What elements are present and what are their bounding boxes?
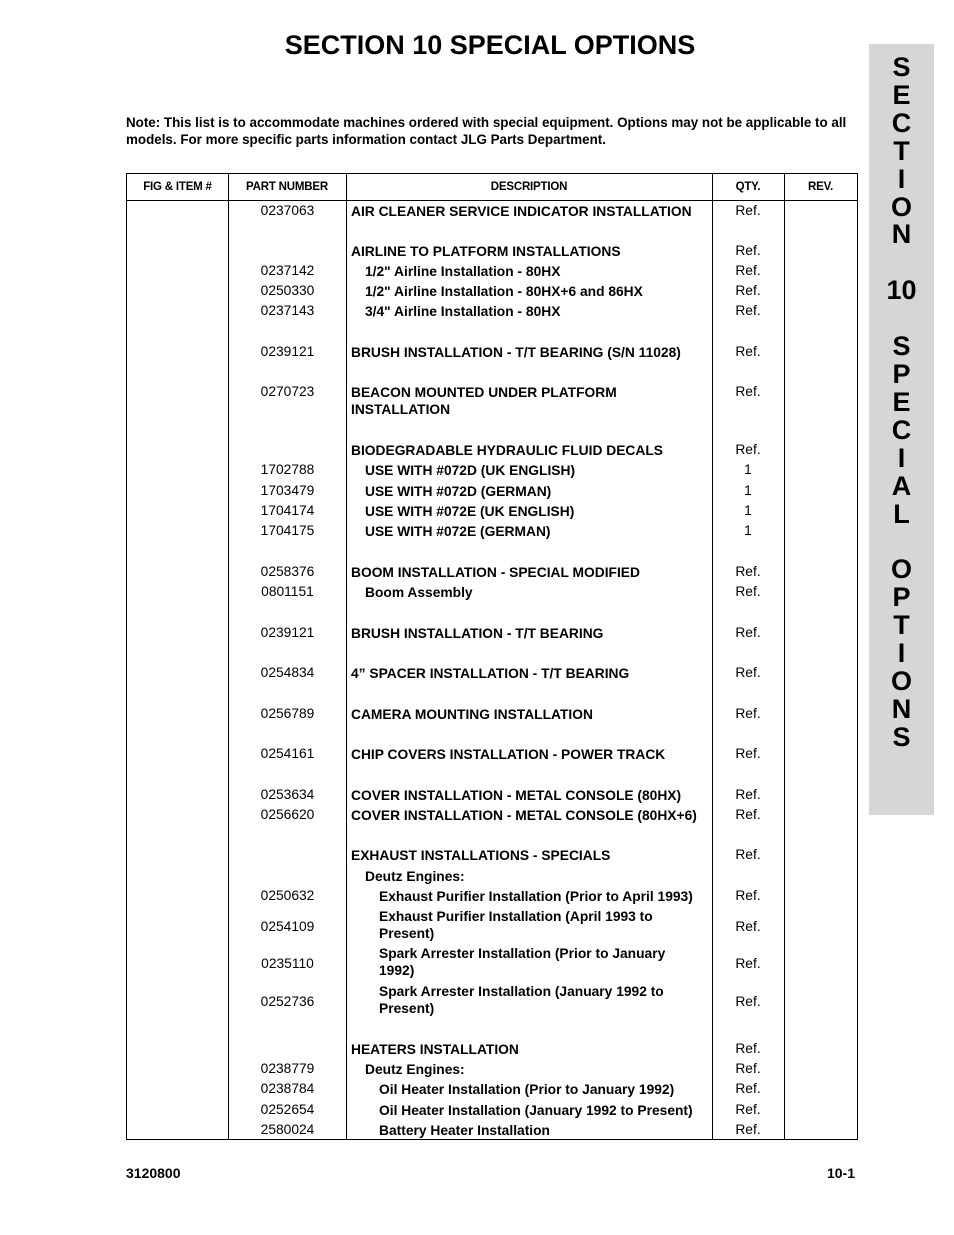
quantity-cell: Ref.: [735, 303, 761, 318]
note-text: Note: This list is to accommodate machines ordered with special equipment. Options may not be applicable to all models. For more specific parts information contact JLG Parts Department.: [126, 115, 847, 147]
description-line: USE WITH #072E (GERMAN): [365, 524, 551, 539]
quantity-cell: Ref.: [735, 787, 761, 802]
description-line: CAMERA MOUNTING INSTALLATION: [351, 707, 593, 722]
parts-table: [126, 173, 858, 1140]
quantity-cell: 1: [744, 483, 752, 498]
quantity-cell: Ref.: [735, 1061, 761, 1076]
table-row: [127, 847, 857, 865]
description-line: 1992): [379, 963, 415, 978]
quantity-cell: Ref.: [735, 203, 761, 218]
section-tab: [869, 44, 934, 815]
table-row: [127, 344, 857, 362]
tab-letter: P: [892, 358, 911, 389]
tab-letter: C: [891, 414, 912, 445]
quantity-cell: Ref.: [735, 283, 761, 298]
table-row: [127, 807, 857, 825]
description-cell: [351, 807, 711, 825]
description-cell: [351, 564, 711, 582]
table-row: [127, 564, 857, 582]
part-number-cell: 0258376: [260, 564, 315, 579]
tab-gap: [869, 528, 934, 556]
part-number-cell: 0235110: [261, 955, 314, 971]
part-number-cell: [228, 868, 347, 886]
quantity-cell: Ref.: [735, 746, 761, 761]
description-cell: [351, 483, 725, 501]
quantity-cell: Ref.: [735, 665, 761, 680]
page-title: SECTION 10 SPECIAL OPTIONS: [284, 30, 696, 60]
description-cell: [351, 344, 711, 362]
table-row: [127, 1081, 857, 1099]
quantity-cell: Ref.: [735, 442, 761, 457]
description-cell: [351, 1102, 739, 1120]
table-row: [127, 523, 857, 541]
part-number-cell: 0254161: [260, 746, 315, 761]
part-number-cell: 0250330: [260, 283, 315, 298]
description-cell: [351, 263, 725, 281]
table-row: [127, 483, 857, 501]
description-cell: [351, 462, 725, 480]
description-line: COVER INSTALLATION - METAL CONSOLE (80HX+6): [351, 808, 697, 823]
table-row: [127, 665, 857, 683]
tab-letter: N: [891, 219, 912, 250]
table-row: [127, 1061, 857, 1079]
section-tab-label: [869, 54, 934, 752]
part-number-cell: 0252654: [260, 1102, 315, 1117]
quantity-cell: Ref.: [735, 888, 761, 903]
description-line: USE WITH #072D (GERMAN): [365, 484, 552, 499]
part-number-cell: 0253634: [260, 787, 315, 802]
quantity-cell: [713, 868, 783, 886]
tab-letter: L: [893, 498, 910, 529]
description-line: Boom Assembly: [365, 585, 473, 600]
description-line: 1/2" Airline Installation - 80HX+6 and 86HX: [365, 284, 643, 299]
description-line: USE WITH #072E (UK ENGLISH): [365, 504, 575, 519]
quantity-cell: 1: [744, 503, 752, 518]
quantity-cell: Ref.: [735, 1122, 761, 1137]
quantity-cell: Ref.: [735, 1041, 761, 1056]
table-row: [127, 888, 857, 906]
table-row: [127, 243, 857, 261]
description-cell: [351, 665, 711, 683]
quantity-cell: Ref.: [735, 847, 761, 862]
quantity-cell: Ref.: [735, 1102, 761, 1117]
tab-letter: P: [892, 582, 911, 613]
description-cell: [351, 1061, 725, 1079]
tab-letter: E: [892, 386, 911, 417]
page-number: 10-1: [826, 1165, 855, 1181]
description-line: 4” SPACER INSTALLATION - T/T BEARING: [351, 666, 630, 681]
description-cell: [351, 706, 711, 724]
quantity-cell: Ref.: [735, 807, 761, 822]
table-row: [127, 283, 857, 301]
tab-gap: [869, 249, 934, 277]
description-line: Deutz Engines:: [365, 869, 465, 884]
table-row: [127, 584, 857, 602]
header-rev: REV.: [808, 181, 833, 193]
description-line: INSTALLATION: [351, 402, 451, 417]
description-line: Deutz Engines:: [365, 1062, 465, 1077]
description-cell: [351, 203, 711, 221]
quantity-cell: 1: [744, 523, 752, 538]
description-line: Oil Heater Installation (Prior to January 1992): [379, 1082, 675, 1097]
part-number-cell: 0238784: [260, 1081, 315, 1096]
table-row: [127, 303, 857, 321]
part-number-cell: 1703479: [260, 483, 315, 498]
description-line: HEATERS INSTALLATION: [351, 1042, 519, 1057]
part-number-cell: 0801151: [261, 584, 314, 599]
part-number-cell: 0254109: [260, 918, 315, 934]
quantity-cell: Ref.: [735, 1081, 761, 1096]
description-line: BOOM INSTALLATION - SPECIAL MODIFIED: [351, 565, 640, 580]
description-cell: [351, 1081, 739, 1099]
tab-letter: S: [892, 52, 911, 82]
table-row: [127, 384, 857, 420]
quantity-cell: Ref.: [735, 993, 761, 1009]
quantity-cell: Ref.: [735, 564, 761, 579]
table-row: [127, 868, 857, 886]
quantity-cell: Ref.: [735, 344, 761, 359]
description-line: 3/4" Airline Installation - 80HX: [365, 304, 561, 319]
description-cell: [351, 503, 725, 521]
description-cell: [351, 945, 739, 981]
description-line: Exhaust Purifier Installation (Prior to April 1993): [379, 889, 693, 904]
part-number-cell: 0250632: [260, 888, 315, 903]
tab-gap: [869, 305, 934, 333]
table-row: [127, 945, 857, 981]
part-number-cell: 0237063: [260, 203, 315, 218]
quantity-cell: Ref.: [735, 955, 761, 971]
description-line: AIR CLEANER SERVICE INDICATOR INSTALLATION: [351, 204, 692, 219]
tab-letter: T: [893, 610, 910, 641]
description-cell: [351, 847, 711, 865]
description-cell: [351, 908, 739, 944]
description-line: Exhaust Purifier Installation (April 1993 to: [379, 909, 653, 924]
description-cell: [351, 442, 711, 460]
description-line: BIODEGRADABLE HYDRAULIC FLUID DECALS: [351, 443, 663, 458]
description-line: BRUSH INSTALLATION - T/T BEARING (S/N 11028): [351, 345, 681, 360]
description-cell: [351, 283, 725, 301]
description-cell: [351, 787, 711, 805]
table-row: [127, 1041, 857, 1059]
table-row: [127, 1102, 857, 1120]
tab-letter: E: [892, 79, 911, 110]
tab-letter: O: [890, 554, 912, 585]
quantity-cell: Ref.: [735, 625, 761, 640]
description-line: USE WITH #072D (UK ENGLISH): [365, 463, 576, 478]
part-number-cell: 0270723: [260, 384, 315, 399]
table-row: [127, 1122, 857, 1140]
tab-letter: C: [891, 107, 912, 138]
description-cell: [351, 983, 739, 1019]
table-row: [127, 462, 857, 480]
table-row: [127, 787, 857, 805]
description-line: Spark Arrester Installation (January 1992 to: [379, 984, 664, 999]
part-number-cell: [228, 442, 347, 460]
table-row: [127, 706, 857, 724]
table-row: [127, 746, 857, 764]
description-line: Present): [379, 1001, 435, 1016]
table-row: [127, 442, 857, 460]
tab-letter: A: [891, 470, 912, 501]
quantity-cell: Ref.: [735, 918, 761, 934]
description-cell: [351, 303, 725, 321]
part-number-cell: 0237143: [260, 303, 315, 318]
part-number-cell: 0256789: [260, 706, 315, 721]
description-line: Present): [379, 926, 435, 941]
description-cell: [351, 1122, 739, 1140]
description-cell: [351, 868, 725, 886]
table-row: [127, 263, 857, 281]
description-line: Battery Heater Installation: [379, 1123, 550, 1138]
description-line: BRUSH INSTALLATION - T/T BEARING: [351, 626, 604, 641]
tab-letter: I: [897, 442, 906, 473]
part-number-cell: 1702788: [260, 462, 315, 477]
table-row: [127, 503, 857, 521]
tab-letter: I: [897, 638, 906, 669]
header-qty: QTY.: [735, 181, 761, 193]
tab-letter: T: [893, 135, 910, 166]
description-cell: [351, 384, 711, 420]
quantity-cell: Ref.: [735, 706, 761, 721]
tab-letter: N: [891, 693, 912, 724]
description-cell: [351, 584, 725, 602]
table-header: [127, 174, 857, 201]
part-number-cell: 0256620: [260, 807, 315, 822]
description-line: 1/2" Airline Installation - 80HX: [365, 264, 561, 279]
part-number-cell: 0238779: [260, 1061, 315, 1076]
description-line: BEACON MOUNTED UNDER PLATFORM: [351, 385, 617, 400]
tab-letter: I: [897, 163, 906, 194]
part-number-cell: 0252736: [260, 993, 315, 1009]
part-number-cell: 0239121: [260, 344, 315, 359]
description-cell: [351, 1041, 711, 1059]
description-line: EXHAUST INSTALLATIONS - SPECIALS: [351, 848, 611, 863]
description-line: CHIP COVERS INSTALLATION - POWER TRACK: [351, 747, 666, 762]
document-number: 3120800: [126, 1165, 181, 1181]
quantity-cell: Ref.: [735, 263, 761, 278]
quantity-cell: Ref.: [735, 584, 761, 599]
description-line: AIRLINE TO PLATFORM INSTALLATIONS: [351, 244, 621, 259]
description-line: Spark Arrester Installation (Prior to January: [379, 946, 666, 961]
part-number-cell: [228, 847, 347, 865]
part-number-cell: 0254834: [260, 665, 315, 680]
table-row: [127, 908, 857, 944]
description-cell: [351, 888, 739, 906]
description-line: Oil Heater Installation (January 1992 to Present): [379, 1103, 693, 1118]
part-number-cell: 1704175: [260, 523, 315, 538]
description-cell: [351, 243, 711, 261]
quantity-cell: Ref.: [735, 243, 761, 258]
description-cell: [351, 746, 711, 764]
table-row: [127, 203, 857, 221]
part-number-cell: 0239121: [260, 625, 315, 640]
table-row: [127, 625, 857, 643]
description-cell: [351, 523, 725, 541]
table-row: [127, 983, 857, 1019]
description-line: COVER INSTALLATION - METAL CONSOLE (80HX): [351, 788, 682, 803]
tab-letter: S: [892, 721, 911, 752]
quantity-cell: 1: [744, 462, 752, 477]
header-part-number: PART NUMBER: [246, 181, 328, 193]
part-number-cell: [228, 243, 347, 261]
tab-letter: S: [892, 331, 911, 362]
part-number-cell: 0237142: [260, 263, 315, 278]
part-number-cell: 2580024: [260, 1122, 315, 1137]
header-description: DESCRIPTION: [490, 181, 568, 193]
quantity-cell: Ref.: [735, 384, 761, 399]
tab-letter: O: [890, 665, 912, 696]
tab-letter: O: [890, 191, 912, 222]
header-fig-item: FIG & ITEM #: [143, 181, 212, 193]
description-cell: [351, 625, 711, 643]
tab-letter: 10: [886, 275, 917, 306]
part-number-cell: [228, 1041, 347, 1059]
part-number-cell: 1704174: [260, 503, 315, 518]
